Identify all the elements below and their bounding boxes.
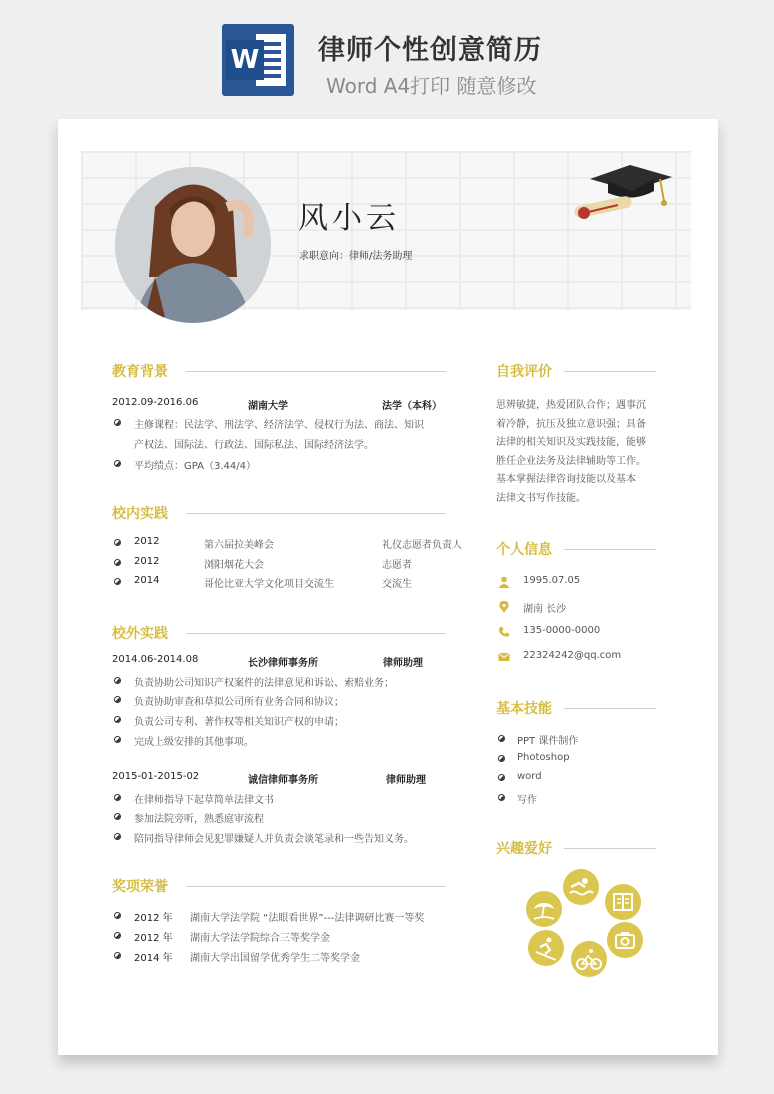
template-subtitle: Word A4打印 随意修改 <box>326 74 537 98</box>
avatar <box>115 167 271 323</box>
bullet-icon <box>114 952 121 959</box>
section-title: 基本技能 <box>496 701 552 717</box>
job-duty: 完成上级安排的其他事项。 <box>134 736 254 748</box>
section-education <box>112 361 446 381</box>
section-title: 个人信息 <box>496 542 552 558</box>
email: 22324242@qq.com <box>523 650 622 661</box>
section-title: 校外实践 <box>112 626 168 642</box>
bullet-icon <box>498 774 505 781</box>
phone-number: 135-0000-0000 <box>523 625 601 636</box>
campus-event: 哥伦比亚大学文化项目交流生 <box>204 579 334 590</box>
bullet-icon <box>114 932 121 939</box>
bullet-icon <box>498 755 505 762</box>
job-duty: 负责协助审查和草拟公司所有业务合同和协议； <box>134 697 344 709</box>
bullet-icon <box>114 677 121 684</box>
self-eval-text: 思辨敏捷，热爱团队合作；遇事沉 着冷静，抗压及独立意识强；具备 法律的相关知识及实践技能，能够 胜任企业法务及法律辅助等工作。 基本掌握法律咨询技能以及基本 法律文书写作技能。 <box>496 400 646 504</box>
education-period: 2012.09-2016.06 <box>112 397 199 408</box>
resume-page <box>58 119 718 1055</box>
section-title: 兴趣爱好 <box>496 841 552 857</box>
job-period: 2014.06-2014.08 <box>112 654 199 665</box>
bullet-icon <box>114 559 121 566</box>
education-courses-line2: 产权法、国际法、行政法、国际私法、国际经济法学。 <box>134 440 374 451</box>
education-gpa: 平均绩点：GPA（3.44/4） <box>134 461 256 472</box>
job-duty: 负责协助公司知识产权案件的法律意见和诉讼、索赔业务； <box>134 677 394 689</box>
bullet-icon <box>498 794 505 801</box>
campus-role: 礼仪志愿者负责人 <box>382 540 462 551</box>
user-icon <box>498 576 510 588</box>
job-company: 长沙律师事务所 <box>248 658 318 669</box>
campus-year: 2014 <box>134 575 160 586</box>
cycling-icon <box>571 941 607 977</box>
skill-item: 写作 <box>517 795 537 807</box>
job-duty: 陪同指导律师会见犯罪嫌疑人并负责会谈笔录和一些告知义务。 <box>134 834 414 846</box>
skill-item: PPT 课件制作 <box>517 736 579 747</box>
location-pin-icon <box>498 601 510 613</box>
award-text: 湖南大学法学院综合三等奖学金 <box>190 933 330 944</box>
skill-item: Photoshop <box>517 751 570 763</box>
award-year: 2012 年 <box>134 933 173 944</box>
bullet-icon <box>114 539 121 546</box>
template-title: 律师个性创意简历 <box>318 35 542 66</box>
bullet-icon <box>114 460 121 467</box>
award-year: 2014 年 <box>134 953 173 964</box>
job-duty: 在律师指导下起草简单法律文书 <box>134 794 274 806</box>
section-title: 自我评价 <box>496 364 552 380</box>
skill-item: word <box>517 771 542 783</box>
section-campus <box>112 503 446 523</box>
bullet-icon <box>114 794 121 801</box>
word-letter: W <box>226 40 264 80</box>
section-self-eval <box>496 361 656 381</box>
education-courses-line1: 主修课程：民法学、刑法学、经济法学、侵权行为法、商法、知识 <box>134 420 424 431</box>
birth-date: 1995.07.05 <box>523 575 581 586</box>
job-company: 诚信律师事务所 <box>248 775 318 786</box>
job-intent: 求职意向：律师/法务助理 <box>299 251 413 262</box>
section-title: 校内实践 <box>112 506 168 522</box>
job-duty: 参加法院旁听，熟悉庭审流程 <box>134 814 264 826</box>
campus-event: 第六届拉美峰会 <box>204 540 274 551</box>
campus-role: 交流生 <box>382 579 412 590</box>
bullet-icon <box>114 813 121 820</box>
job-period: 2015-01-2015-02 <box>112 771 200 782</box>
award-text: 湖南大学法学院 “法眼看世界”---法律调研比赛一等奖 <box>190 913 425 924</box>
word-app-icon <box>222 24 294 96</box>
preview-header <box>0 0 774 118</box>
education-school: 湖南大学 <box>248 401 288 412</box>
phone-icon <box>498 626 510 638</box>
campus-role: 志愿者 <box>382 559 412 571</box>
award-text: 湖南大学出国留学优秀学生二等奖学金 <box>190 953 360 964</box>
bullet-icon <box>114 716 121 723</box>
reading-icon <box>605 884 641 920</box>
bullet-icon <box>114 419 121 426</box>
swimming-icon <box>563 869 599 905</box>
campus-year: 2012 <box>134 536 160 547</box>
bullet-icon <box>114 736 121 743</box>
section-skills <box>496 698 656 718</box>
skiing-icon <box>528 930 564 966</box>
section-awards <box>112 876 446 896</box>
job-role: 律师助理 <box>386 775 426 786</box>
education-major: 法学（本科） <box>382 401 442 412</box>
section-external <box>112 623 446 643</box>
beach-icon <box>526 891 562 927</box>
section-personal <box>496 539 656 559</box>
section-title: 奖项荣誉 <box>112 879 168 895</box>
award-year: 2012 年 <box>134 913 173 924</box>
job-duty: 负责公司专利、著作权等相关知识产权的申请； <box>134 717 344 729</box>
job-role: 律师助理 <box>383 658 423 669</box>
campus-year: 2012 <box>134 555 160 567</box>
bullet-icon <box>114 833 121 840</box>
section-title: 教育背景 <box>112 364 168 380</box>
bullet-icon <box>114 578 121 585</box>
bullet-icon <box>498 735 505 742</box>
campus-event: 浏阳烟花大会 <box>204 559 264 571</box>
bullet-icon <box>114 912 121 919</box>
location: 湖南 长沙 <box>523 604 567 615</box>
bullet-icon <box>114 696 121 703</box>
email-icon <box>498 651 510 663</box>
candidate-name: 风小云 <box>298 201 400 236</box>
graduation-cap-icon <box>568 157 678 225</box>
section-hobbies <box>496 838 656 858</box>
camera-icon <box>607 922 643 958</box>
